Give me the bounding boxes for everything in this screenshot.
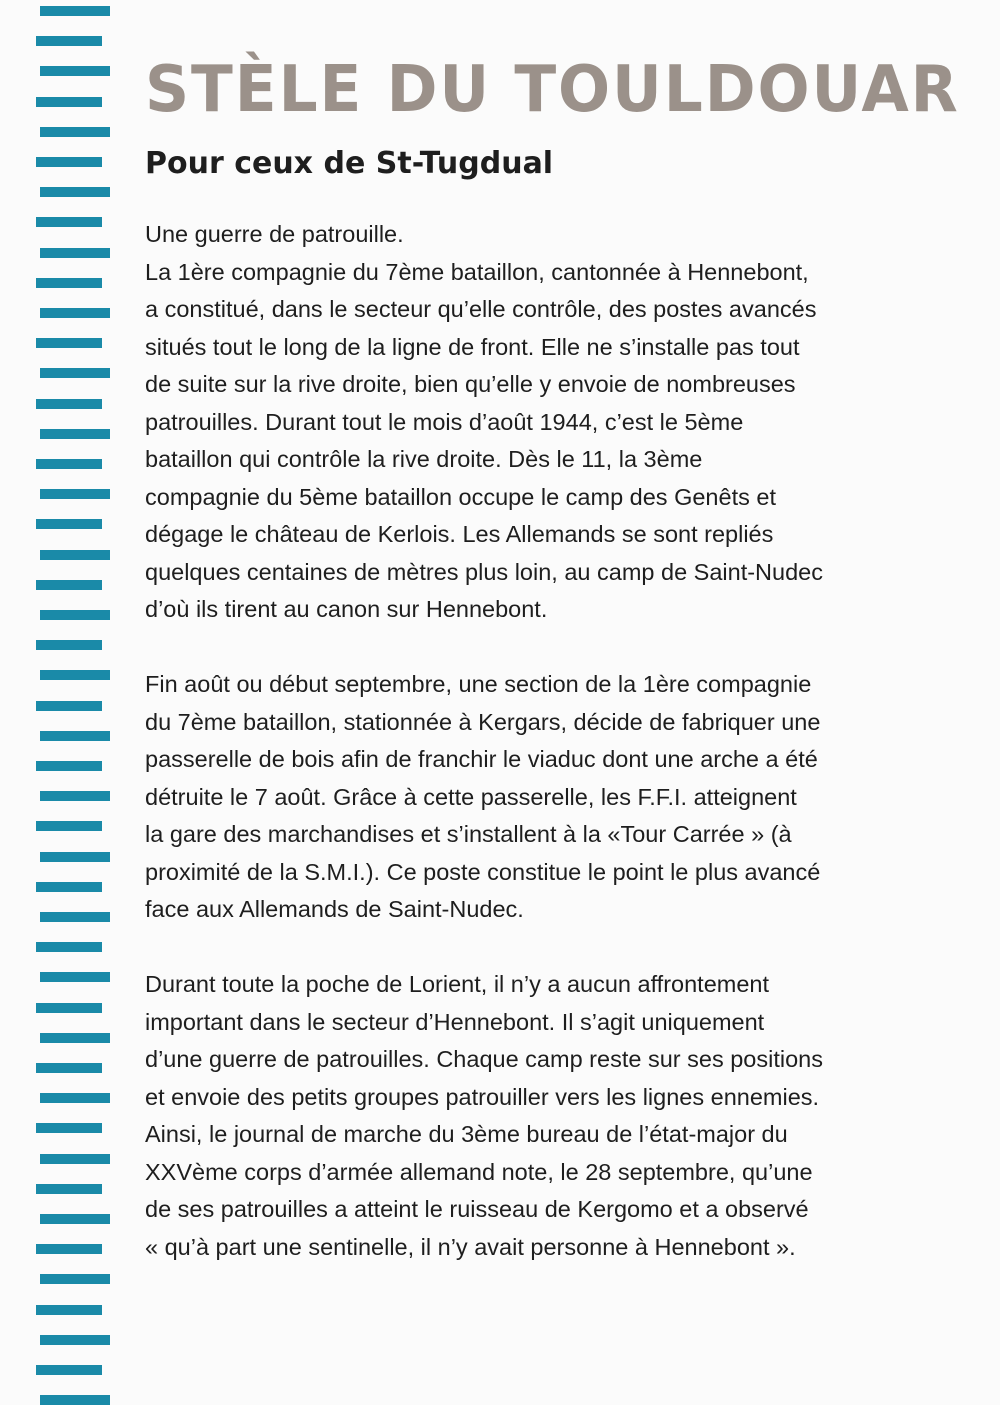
stripe — [40, 1154, 110, 1164]
stripe — [36, 821, 102, 831]
text-line: a constitué, dans le secteur qu’elle contrôle, des postes avancés — [145, 296, 817, 322]
stripe — [40, 248, 110, 258]
text-line: du 7ème bataillon, stationnée à Kergars, décide de fabriquer une — [145, 708, 821, 735]
stripe — [36, 217, 102, 227]
stripe — [36, 942, 102, 952]
text-line: situés tout le long de la ligne de front. Elle ne s’installe pas tout — [145, 333, 800, 360]
text-line: Une guerre de patrouille. — [145, 221, 404, 247]
stripe — [40, 912, 110, 922]
stripe — [40, 1214, 110, 1224]
paragraph — [145, 666, 965, 929]
stripe — [36, 519, 102, 529]
page-title: STÈLE DU TOULDOUAR — [145, 53, 960, 127]
text-line: face aux Allemands de Saint-Nudec. — [145, 896, 524, 922]
stripe — [36, 338, 102, 348]
text-line: dégage le château de Kerlois. Les Allemands se sont repliés — [145, 521, 774, 547]
article-body — [145, 216, 965, 1266]
stripe — [36, 459, 102, 469]
stripe — [40, 852, 110, 862]
stripe — [36, 1003, 102, 1013]
page-subtitle: Pour ceux de St-Tugdual — [145, 146, 554, 181]
text-line: compagnie du 5ème bataillon occupe le camp des Genêts et — [145, 483, 776, 510]
stripe — [36, 97, 102, 107]
stripe — [40, 308, 110, 318]
stripe — [36, 1123, 102, 1133]
stripe — [36, 157, 102, 167]
text-line: important dans le secteur d’Hennebont. Il s’agit uniquement — [145, 1008, 765, 1035]
text-line: Ainsi, le journal de marche du 3ème bureau de l’état-major du — [145, 1121, 788, 1147]
stripe — [40, 1335, 110, 1345]
stripe — [36, 1063, 102, 1073]
text-line: bataillon qui contrôle la rive droite. Dès le 11, la 3ème — [145, 446, 703, 472]
paragraph — [145, 216, 965, 629]
page-content — [145, 50, 965, 1266]
stripe — [36, 701, 102, 711]
stripe — [36, 1244, 102, 1254]
text-line: La 1ère compagnie du 7ème bataillon, cantonnée à Hennebont, — [145, 258, 809, 285]
stripe — [40, 127, 110, 137]
stripe — [36, 1305, 102, 1315]
stripe — [36, 580, 102, 590]
stripe — [40, 187, 110, 197]
text-line: la gare des marchandises et s’installent à la «Tour Carrée » (à — [145, 821, 792, 847]
text-line: quelques centaines de mètres plus loin, au camp de Saint-Nudec — [145, 558, 823, 585]
stripe — [36, 761, 102, 771]
text-line: proximité de la S.M.I.). Ce poste constitue le point le plus avancé — [145, 858, 821, 885]
stripe — [40, 670, 110, 680]
stripe — [36, 882, 102, 892]
stripe — [36, 1365, 102, 1375]
stripe — [40, 368, 110, 378]
stripe — [36, 640, 102, 650]
decorative-stripe-border — [36, 0, 112, 1400]
text-line: passerelle de bois afin de franchir le viaduc dont une arche a été — [145, 746, 818, 772]
text-line: Fin août ou début septembre, une section de la 1ère compagnie — [145, 671, 812, 697]
stripe — [40, 1395, 110, 1405]
text-line: patrouilles. Durant tout le mois d’août 1944, c’est le 5ème — [145, 408, 744, 435]
text-line: de ses patrouilles a atteint le ruisseau de Kergomo et a observé — [145, 1196, 809, 1222]
stripe — [36, 36, 102, 46]
text-line: Durant toute la poche de Lorient, il n’y a aucun affrontement — [145, 971, 770, 997]
stripe — [40, 1033, 110, 1043]
stripe — [40, 731, 110, 741]
text-line: de suite sur la rive droite, bien qu’elle y envoie de nombreuses — [145, 371, 796, 397]
stripe — [40, 1093, 110, 1103]
stripe — [40, 489, 110, 499]
text-line: d’une guerre de patrouilles. Chaque camp reste sur ses positions — [145, 1046, 823, 1072]
text-line: détruite le 7 août. Grâce à cette passerelle, les F.F.I. atteignent — [145, 783, 797, 810]
text-line: XXVème corps d’armée allemand note, le 28 septembre, qu’une — [145, 1158, 813, 1185]
paragraph — [145, 966, 965, 1266]
stripe — [36, 399, 102, 409]
stripe — [40, 6, 110, 16]
stripe — [40, 610, 110, 620]
stripe — [36, 278, 102, 288]
text-line: « qu’à part une sentinelle, il n’y avait personne à Hennebont ». — [145, 1233, 796, 1260]
text-line: d’où ils tirent au canon sur Hennebont. — [145, 596, 548, 622]
stripe — [36, 1184, 102, 1194]
stripe — [40, 429, 110, 439]
text-line: et envoie des petits groupes patrouiller vers les lignes ennemies. — [145, 1083, 820, 1110]
stripe — [40, 66, 110, 76]
stripe — [40, 1274, 110, 1284]
stripe — [40, 791, 110, 801]
stripe — [40, 550, 110, 560]
stripe — [40, 972, 110, 982]
